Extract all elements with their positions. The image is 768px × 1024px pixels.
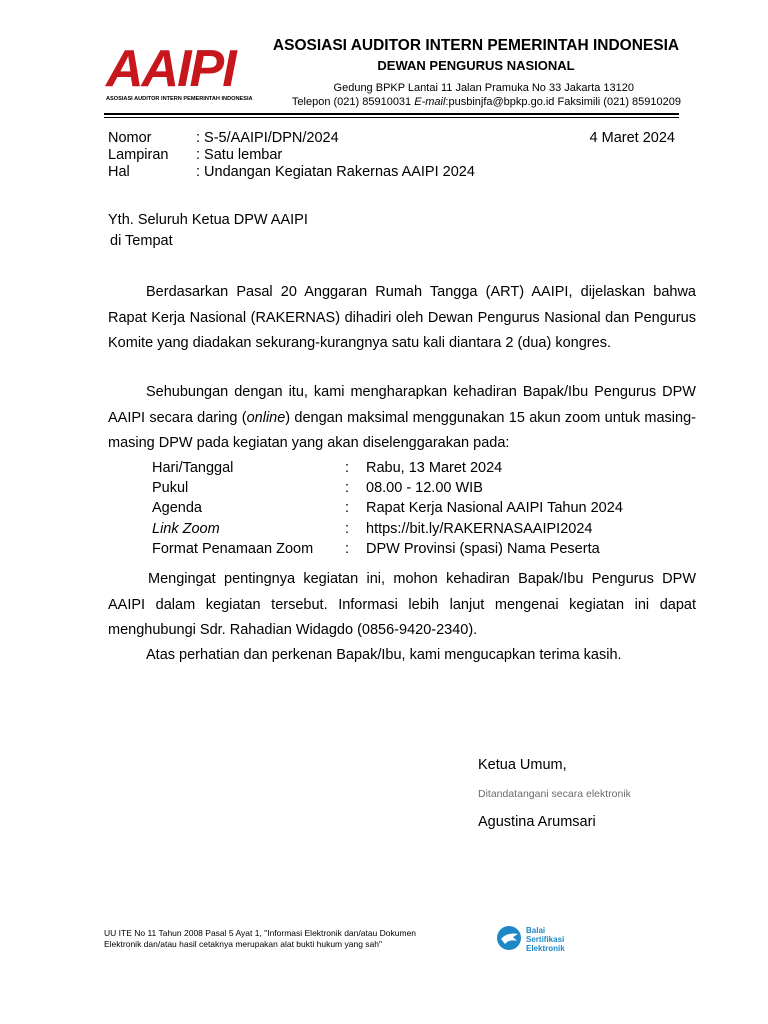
logo-wordmark: AAIPI [106,40,235,98]
detail-colon: : [345,480,350,496]
detail-colon: : [345,500,350,516]
detail-label-agenda: Agenda [152,500,202,516]
phone-text: Telepon (021) 85910031 [291,96,415,108]
signatory-name: Agustina Arumsari [478,814,596,830]
org-address: Gedung BPKP Lantai 11 Jalan Pramuka No 33 Jakarta 13120 [333,82,634,94]
bsre-logo [496,924,586,954]
org-name: ASOSIASI AUDITOR INTERN PEMERINTAH INDONESIA [272,37,680,54]
detail-value-zoom-format: DPW Provinsi (spasi) Nama Peserta [366,541,600,557]
recipient-line2: di Tempat [110,233,173,249]
bsre-line3: Elektronik [526,944,565,953]
email-text: :pusbinjfa@bpkp.go.id Faksimili (021) 85910209 [445,96,681,108]
org-subtitle: DEWAN PENGURUS NASIONAL [377,58,575,73]
paragraph-1: Berdasarkan Pasal 20 Anggaran Rumah Tangga (ART) AAIPI, dijelaskan bahwa Rapat Kerja Nasional (RAKERNAS) dihadiri oleh Dewan Pengurus Nasional dan Pengurus Komite yang diadakan sekurang-kurangnya satu kali diantara 2 (dua) kongres. [108,284,696,351]
nomor-label: Nomor [108,130,152,146]
detail-label-zoom-link: Link Zoom [152,521,220,537]
detail-label-date: Hari/Tanggal [152,460,234,476]
detail-label-time: Pukul [152,480,189,496]
email-label: E-mail [414,96,446,108]
lampiran-label: Lampiran [108,147,169,163]
footer-legal-note: UU ITE No 11 Tahun 2008 Pasal 5 Ayat 1, "Informasi Elektronik dan/atau Dokumen Elektronik dan/atau hasil cetaknya merupakan alat bukti hukum yang sah" [104,928,417,949]
recipient-line1: Yth. Seluruh Ketua DPW AAIPI [108,212,308,228]
detail-value-time: 08.00 - 12.00 WIB [366,480,483,496]
signature-title: Ketua Umum, [478,757,567,773]
bsre-line1: Balai [526,926,546,935]
lampiran-value: : Satu lembar [196,147,283,163]
detail-colon: : [345,521,350,537]
detail-label-zoom-format: Format Penamaan Zoom [152,541,314,557]
hal-value: : Undangan Kegiatan Rakernas AAIPI 2024 [196,164,475,180]
nomor-value: : S-5/AAIPI/DPN/2024 [196,130,339,146]
paragraph-2-part-a: Sehubungan dengan itu, kami mengharapkan kehadiran Bapak/Ibu Pengurus DPW AAIPI secara daring ( [108,384,696,426]
letter-date: 4 Maret 2024 [589,130,675,146]
header-rule-thin [104,117,679,118]
paragraph-4: Atas perhatian dan perkenan Bapak/Ibu, kami mengucapkan terima kasih. [146,647,622,663]
paragraph-3: Mengingat pentingnya kegiatan ini, mohon kehadiran Bapak/Ibu Pengurus DPW AAIPI dalam kegiatan tersebut. Informasi lebih lanjut mengenai kegiatan ini dapat menghubungi Sdr. Rahadian Widagdo (0856-9420-2340). [108,571,696,638]
electronic-signature-note: Ditandatangani secara elektronik [478,788,631,800]
hal-label: Hal [108,164,130,180]
paragraph-2-part-b: ) dengan maksimal menggunakan 15 akun zoom untuk masing-masing DPW pada kegiatan yang akan diselenggarakan pada: [108,409,696,451]
bsre-line2: Sertifikasi [526,935,565,944]
detail-value-date: Rabu, 13 Maret 2024 [366,460,503,476]
zoom-link[interactable]: https://bit.ly/RAKERNASAAIPI2024 [366,521,593,537]
detail-value-agenda: Rapat Kerja Nasional AAIPI Tahun 2024 [366,500,623,516]
logo-subtext: ASOSIASI AUDITOR INTERN PEMERINTAH INDONESIA [106,96,253,102]
org-contact [200,96,681,108]
header-rule-thick [104,113,679,115]
detail-colon: : [345,541,350,557]
paragraph-2 [108,380,696,457]
paragraph-2-online: online [246,409,286,426]
detail-colon: : [345,460,350,476]
